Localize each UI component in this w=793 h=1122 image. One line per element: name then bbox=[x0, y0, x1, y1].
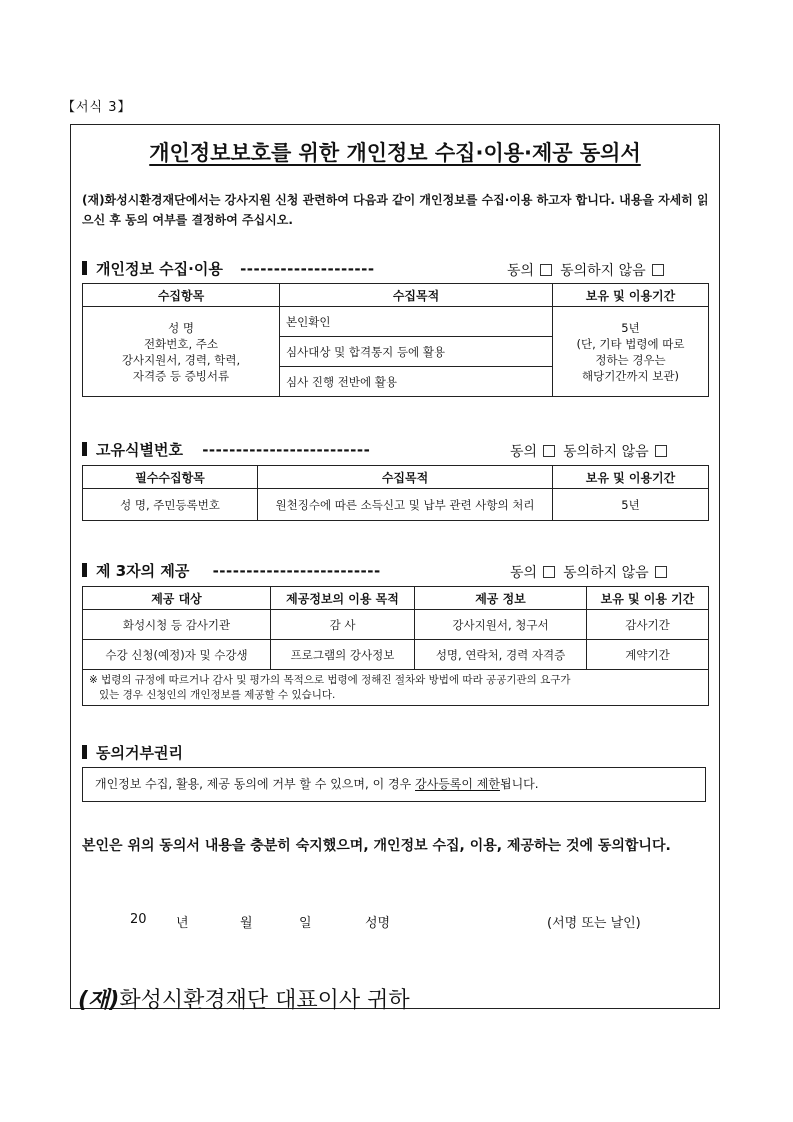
section-marker bbox=[82, 442, 87, 456]
table-cell: 계약기간 bbox=[587, 640, 709, 670]
disagree-label: 동의하지 않음 bbox=[563, 565, 649, 581]
agree-label: 동의 bbox=[510, 444, 538, 460]
table-cell: 성명, 연락처, 경력 자격증 bbox=[415, 640, 587, 670]
table-cell: 프로그램의 강사정보 bbox=[271, 640, 415, 670]
third-party-note: ※ 법령의 규정에 따르거나 감사 및 평가의 목적으로 법령에 정해진 절차와 방법에 따라 공공기관의 요구가 있는 경우 신청인의 개인정보를 제공할 수 있습니다. bbox=[83, 670, 709, 706]
intro-paragraph: (재)화성시환경재단에서는 강사지원 신청 관련하여 다음과 같이 개인정보를 수집·이용 하고자 합니다. 내용을 자세히 읽으신 후 동의 여부를 결정하여 주십시오. bbox=[82, 193, 709, 227]
table-cell: 감 사 bbox=[271, 610, 415, 640]
section-marker bbox=[82, 563, 87, 577]
section-title: 고유식별번호 bbox=[96, 441, 183, 459]
section-title: 개인정보 수집·이용 bbox=[96, 260, 223, 278]
section-unique-id-heading bbox=[82, 439, 370, 460]
table-header: 제공 정보 bbox=[415, 587, 587, 610]
agree-checkbox[interactable] bbox=[540, 264, 552, 276]
section-third-party-heading bbox=[82, 560, 381, 581]
date-year: 년 bbox=[176, 916, 189, 931]
disagree-checkbox[interactable] bbox=[655, 445, 667, 457]
document-title: 개인정보보호를 위한 개인정보 수집·이용·제공 동의서 bbox=[149, 141, 641, 165]
table-header: 제공정보의 이용 목적 bbox=[271, 587, 415, 610]
purpose-cell: 심사대상 및 합격통지 등에 활용 bbox=[280, 337, 553, 367]
table-header: 수집목적 bbox=[280, 284, 553, 307]
table-cell: 원천징수에 따른 소득신고 및 납부 관련 사항의 처리 bbox=[258, 489, 553, 521]
refusal-text: 개인정보 수집, 활용, 제공 동의에 거부 할 수 있으며, 이 경우 bbox=[95, 777, 416, 791]
table-header: 수집목적 bbox=[258, 466, 553, 489]
table-cell: 강사지원서, 청구서 bbox=[415, 610, 587, 640]
agree-checkbox[interactable] bbox=[543, 445, 555, 457]
addressee bbox=[78, 983, 410, 1014]
section-title: 동의거부권리 bbox=[96, 744, 183, 762]
addressee-prefix: (재) bbox=[78, 988, 120, 1013]
signer-name-label: 성명 bbox=[365, 916, 391, 931]
table-header: 수집항목 bbox=[83, 284, 280, 307]
third-party-table bbox=[82, 586, 709, 706]
purpose-cell: 본인확인 bbox=[280, 307, 553, 337]
table-header: 보유 및 이용기간 bbox=[553, 466, 709, 489]
disagree-label: 동의하지 않음 bbox=[563, 444, 649, 460]
disagree-label: 동의하지 않음 bbox=[560, 263, 646, 279]
disagree-checkbox[interactable] bbox=[652, 264, 664, 276]
section-dashes: -------------------- bbox=[240, 260, 375, 278]
retention-period: 5년 (단, 기타 법령에 따로 정하는 경우는 해당기간까지 보관) bbox=[553, 307, 709, 397]
refusal-text-end: 됩니다. bbox=[500, 777, 539, 791]
section3-consent-options bbox=[510, 562, 675, 582]
agree-label: 동의 bbox=[507, 263, 535, 279]
table-cell: 5년 bbox=[553, 489, 709, 521]
signature-hint: (서명 또는 날인) bbox=[547, 916, 641, 931]
date-year-prefix: 20 bbox=[130, 912, 147, 927]
table-header: 필수수집항목 bbox=[83, 466, 258, 489]
collection-table bbox=[82, 283, 709, 397]
table-header: 보유 및 이용 기간 bbox=[587, 587, 709, 610]
table-cell: 수강 신청(예정)자 및 수강생 bbox=[83, 640, 271, 670]
section-dashes: ------------------------- bbox=[212, 562, 381, 580]
table-cell: 화성시청 등 감사기관 bbox=[83, 610, 271, 640]
agree-checkbox[interactable] bbox=[543, 566, 555, 578]
section-refusal-heading bbox=[82, 742, 183, 763]
addressee-name: 화성시환경재단 대표이사 귀하 bbox=[119, 988, 410, 1013]
table-cell: 감사기간 bbox=[587, 610, 709, 640]
form-number-tag: 【서식 3】 bbox=[62, 100, 132, 115]
section-title: 제 3자의 제공 bbox=[96, 562, 190, 580]
section-marker bbox=[82, 745, 87, 759]
table-header: 제공 대상 bbox=[83, 587, 271, 610]
collected-items: 성 명 전화번호, 주소 강사지원서, 경력, 학력, 자격증 등 증빙서류 bbox=[83, 307, 280, 397]
refusal-restriction: 강사등록이 제한 bbox=[415, 777, 500, 791]
date-month: 월 bbox=[240, 916, 253, 931]
section-marker bbox=[82, 261, 87, 275]
table-cell: 성 명, 주민등록번호 bbox=[83, 489, 258, 521]
agree-label: 동의 bbox=[510, 565, 538, 581]
consent-statement: 본인은 위의 동의서 내용을 충분히 숙지했으며, 개인정보 수집, 이용, 제공하는 것에 동의합니다. bbox=[82, 838, 671, 854]
section-dashes: ------------------------- bbox=[202, 441, 371, 459]
disagree-checkbox[interactable] bbox=[655, 566, 667, 578]
unique-id-table bbox=[82, 465, 709, 521]
purpose-cell: 심사 진행 전반에 활용 bbox=[280, 367, 553, 397]
refusal-rights-box bbox=[82, 767, 706, 802]
table-header: 보유 및 이용기간 bbox=[553, 284, 709, 307]
date-day: 일 bbox=[299, 916, 312, 931]
section2-consent-options bbox=[510, 441, 675, 461]
section-collection-heading bbox=[82, 258, 375, 279]
section1-consent-options bbox=[507, 260, 672, 280]
